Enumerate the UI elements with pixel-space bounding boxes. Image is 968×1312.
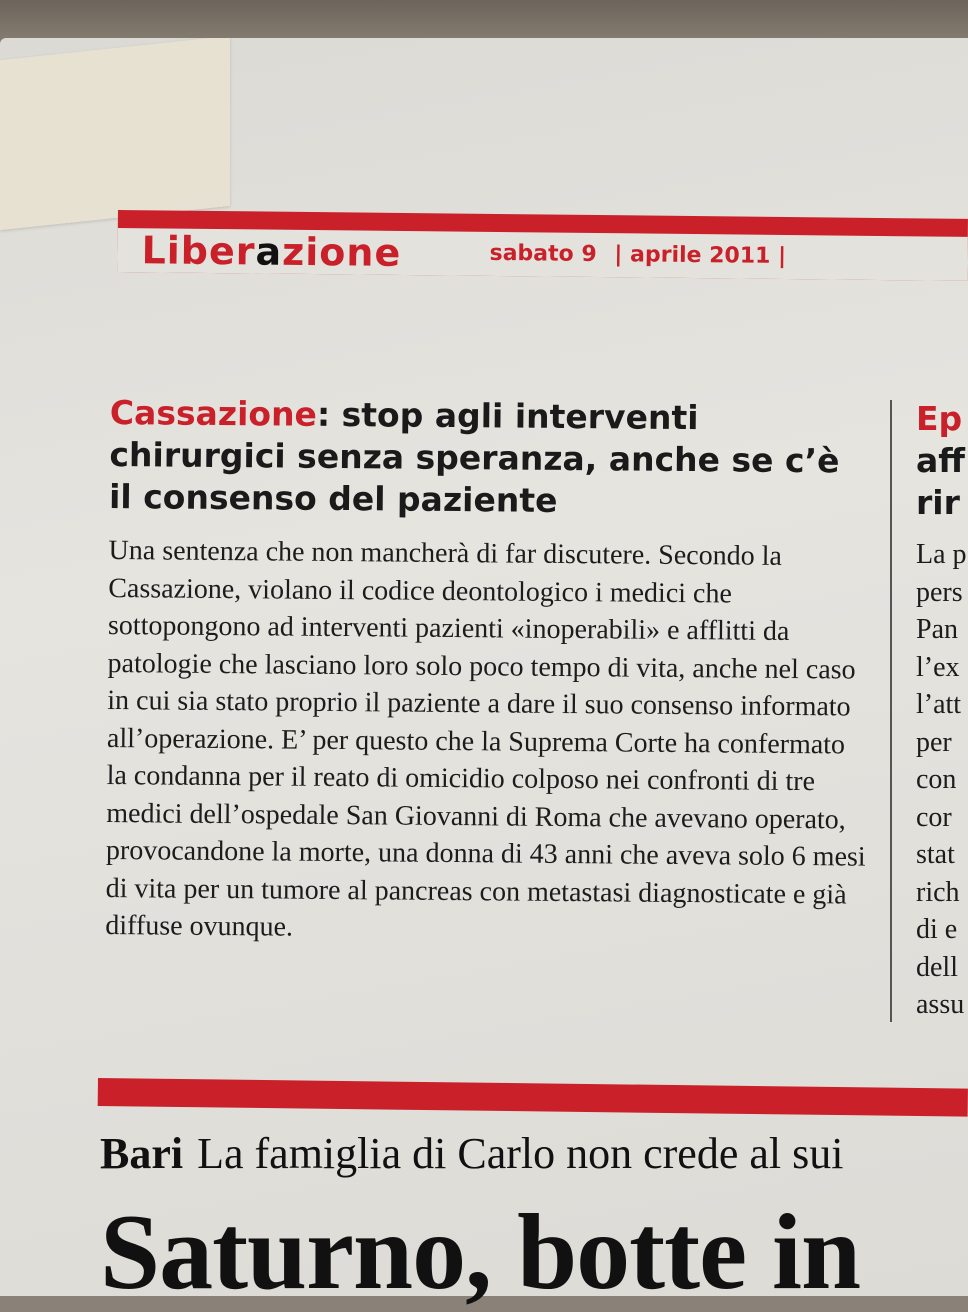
logo-part-2: zione <box>281 229 402 275</box>
adjacent-body-line: l’att <box>916 689 962 720</box>
date-day: sabato 9 <box>489 240 597 268</box>
date-month-year: | aprile 2011 | <box>614 242 787 269</box>
masthead-bar <box>117 210 968 281</box>
adjacent-body <box>916 536 968 1024</box>
adjacent-body-line: dell <box>916 951 958 983</box>
adjacent-body-line: di e <box>916 914 958 945</box>
article-headline <box>109 392 870 525</box>
dateline <box>489 232 796 279</box>
column-divider <box>890 400 892 1022</box>
adjacent-body-line: con <box>916 764 957 795</box>
masthead-band <box>117 228 967 281</box>
next-story-headline: Saturno, botte in <box>100 1193 861 1312</box>
kicker-text: La famiglia di Carlo non crede al sui <box>197 1129 844 1178</box>
adjacent-body-line: assu <box>916 989 965 1020</box>
adjacent-headline <box>916 398 968 524</box>
adjacent-body-line: cor <box>916 801 952 833</box>
newspaper-logo <box>141 228 401 275</box>
adjacent-body-line: l’ex <box>916 651 960 683</box>
logo-accent-letter: a <box>255 229 283 274</box>
adjacent-body-line: rich <box>916 876 960 908</box>
headline-text: : stop agli interventi chirurgici senza speranza, anche se c’è il consenso del paziente <box>108 394 840 520</box>
adhesive-tape <box>0 38 230 230</box>
article-body: Una sentenza che non mancherà di far discutere. Secondo la Cassazione, violano il codice deontologico i medici che sottopongono ad interventi pazienti «inoperabili» e afflitti da patologie che lasciano loro solo poco tempo di vita, anche nel caso in cui sia stato proprio il paziente a dare il suo consenso informato all’operazione. E’ per questo che la Suprema Corte ha confermato la condanna per il reato di omicidio colposo nei confronti di tre medici dell’ospedale San Giovanni di Roma che avevano operato, provocandone la morte, una donna di 43 anni che aveva solo 6 mesi di vita per un tumore al pancreas con metastasi diagnosticate e già diffuse ovunque. <box>105 534 866 943</box>
adjacent-body-line: stat <box>916 839 955 870</box>
article <box>105 392 870 951</box>
adjacent-headline-line: rir <box>916 483 960 522</box>
kicker-location: Bari <box>100 1129 184 1178</box>
adjacent-body-line: per <box>916 726 952 758</box>
adjacent-column <box>916 398 968 1024</box>
adjacent-body-line: pers <box>916 576 963 608</box>
headline-keyword: Cassazione <box>109 392 318 434</box>
adjacent-headline-line: aff <box>916 441 966 480</box>
logo-part-1: Liber <box>141 228 256 274</box>
next-story-kicker <box>100 1128 843 1179</box>
adjacent-body-line: Pan <box>916 614 958 645</box>
adjacent-headline-line: Ep <box>916 399 963 438</box>
adjacent-body-line: La p <box>916 539 967 570</box>
